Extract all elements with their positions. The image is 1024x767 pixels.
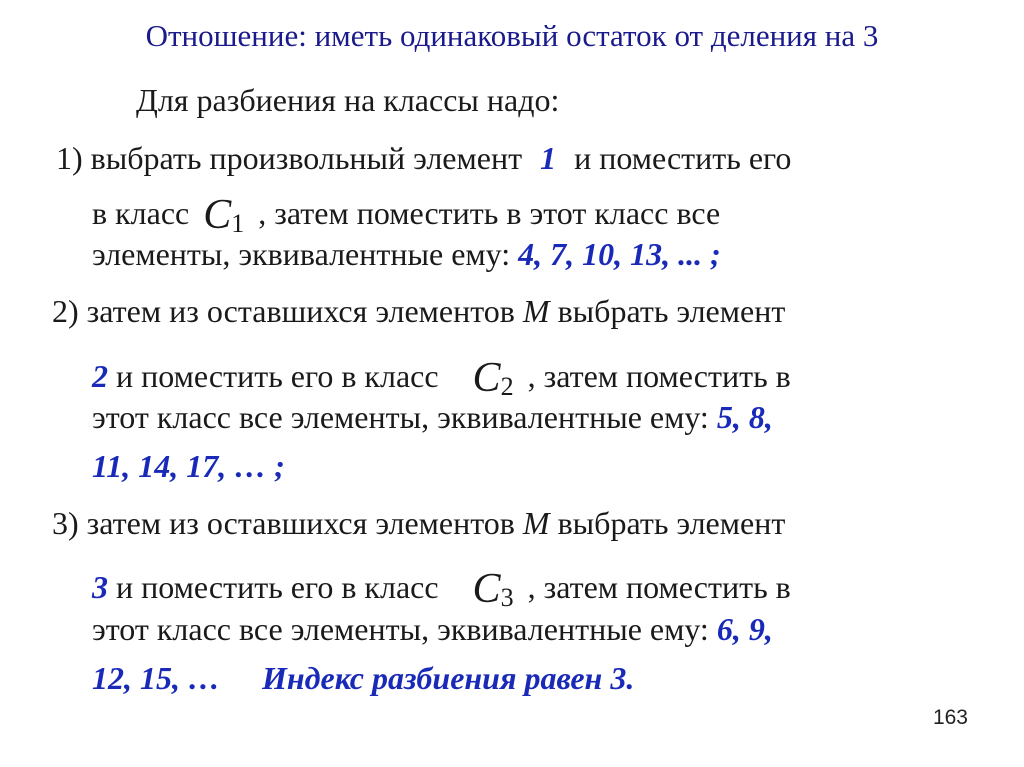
step1-element: 1: [540, 140, 557, 176]
intro-line: [136, 82, 559, 119]
step3-line1: [52, 505, 785, 542]
class-c2-symbol: $C_2$: [472, 355, 514, 401]
step1-equivalents: 4, 7, 10, 13, ... ;: [518, 236, 721, 272]
step3-set-name: М: [522, 505, 550, 541]
step3-line3: [92, 611, 773, 648]
step1-line1: [56, 140, 791, 177]
step2-line2-prefix: и поместить его в класс: [108, 358, 447, 394]
step2-line1-prefix: 2) затем из оставшихся элементов: [52, 293, 523, 329]
slide-title: Отношение: иметь одинаковый остаток от деления на 3: [145, 18, 879, 53]
step2-line3: [92, 399, 773, 436]
step2-line3-prefix: этот класс все элементы, эквивалентные ему:: [92, 399, 717, 435]
intro-text: Для разбиения на классы надо:: [136, 82, 560, 118]
step2-line1-suffix: выбрать элемент: [549, 293, 786, 329]
step2-line2-suffix: , затем поместить в: [519, 358, 791, 394]
step1-line2: [92, 187, 721, 238]
step3-line4: [92, 660, 634, 697]
class-c3-symbol: $C_3$: [472, 566, 514, 612]
step3-equivalents-a: 6, 9,: [716, 611, 773, 647]
step3-line2-suffix: , затем поместить в: [519, 569, 791, 605]
step2-line1: [52, 293, 785, 330]
step3-equivalents-b: 12, 15, …: [92, 660, 220, 696]
step3-line2: [92, 561, 791, 612]
step3-line2-prefix: и поместить его в класс: [108, 569, 447, 605]
partition-index-conclusion: Индекс разбиения равен 3.: [262, 660, 635, 696]
step2-equivalents-b: 11, 14, 17, … ;: [92, 448, 285, 484]
step1-line3: [92, 236, 721, 273]
step1-line2-suffix: , затем поместить в этот класс все: [250, 195, 721, 231]
step1-line2-prefix: в класс: [92, 195, 198, 231]
step2-equivalents-a: 5, 8,: [716, 399, 773, 435]
step1-after-element: и поместить его: [566, 140, 792, 176]
step3-line1-prefix: 3) затем из оставшихся элементов: [52, 505, 523, 541]
step2-line4: [92, 448, 285, 485]
step2-element: 2: [92, 358, 108, 394]
step1-prefix: 1) выбрать произвольный элемент: [56, 140, 531, 176]
step3-line3-prefix: этот класс все элементы, эквивалентные ему:: [92, 611, 717, 647]
step3-line1-suffix: выбрать элемент: [549, 505, 786, 541]
step2-set-name: М: [522, 293, 550, 329]
step2-line2: [92, 350, 791, 401]
class-c1-symbol: $C_1$: [203, 192, 245, 238]
page-number: 163: [932, 706, 968, 729]
step1-line3-prefix: элементы, эквивалентные ему:: [92, 236, 519, 272]
step3-element: 3: [92, 569, 108, 605]
